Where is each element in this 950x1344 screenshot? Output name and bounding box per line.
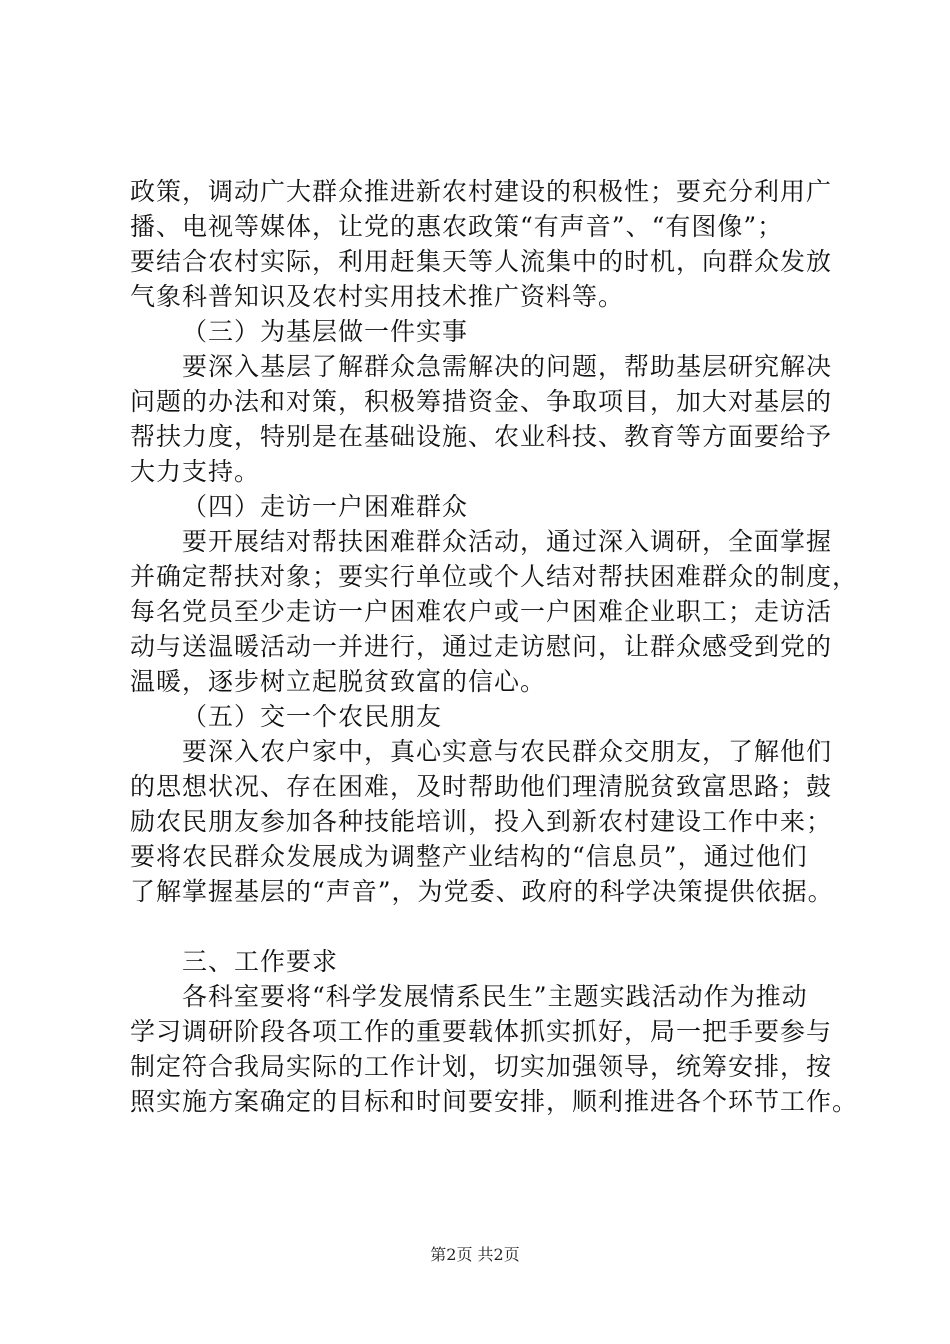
text-line: 了解掌握基层的“声音”，为党委、政府的科学决策提供依据。 (130, 877, 834, 906)
text-line: 问题的办法和对策，积极筹措资金、争取项目，加大对基层的 (130, 387, 833, 416)
page-footer: 第2页 共2页 (430, 1245, 520, 1264)
text-line: 每名党员至少走访一户困难农户或一户困难企业职工；走访活 (130, 597, 833, 626)
document-body (130, 174, 859, 1119)
text-line: 制定符合我局实际的工作计划，切实加强领导，统筹安排，按 (130, 1052, 833, 1081)
text-line: 要深入农户家中，真心实意与农民群众交朋友，了解他们 (182, 737, 833, 766)
text-line: 政策，调动广大群众推进新农村建设的积极性；要充分利用广 (130, 177, 833, 206)
text-line: 大力支持。 (130, 457, 261, 486)
blank-line (130, 909, 830, 944)
text-line: 三、工作要求 (182, 947, 339, 976)
text-line: 要将农民群众发展成为调整产业结构的“信息员”，通过他们 (130, 842, 808, 871)
text-line: 学习调研阶段各项工作的重要载体抓实抓好，局一把手要参与 (130, 1017, 833, 1046)
text-line: 气象科普知识及农村实用技术推广资料等。 (130, 282, 625, 311)
text-line: 要深入基层了解群众急需解决的问题，帮助基层研究解决 (182, 352, 833, 381)
text-line: 要开展结对帮扶困难群众活动，通过深入调研，全面掌握 (182, 527, 833, 556)
text-line: 要结合农村实际，利用赶集天等人流集中的时机，向群众发放 (130, 247, 833, 276)
text-line: 并确定帮扶对象；要实行单位或个人结对帮扶困难群众的制度， (130, 562, 859, 591)
text-line: 动与送温暖活动一并进行，通过走访慰问，让群众感受到党的 (130, 632, 833, 661)
text-line: 各科室要将“科学发展情系民生”主题实践活动作为推动 (182, 982, 808, 1011)
text-line: 帮扶力度，特别是在基础设施、农业科技、教育等方面要给予 (130, 422, 833, 451)
text-line: 照实施方案确定的目标和时间要安排，顺利推进各个环节工作。 (130, 1087, 859, 1116)
text-line: 温暖，逐步树立起脱贫致富的信心。 (130, 667, 547, 696)
text-line: 励农民朋友参加各种技能培训，投入到新农村建设工作中来； (130, 807, 833, 836)
text-line: 播、电视等媒体，让党的惠农政策“有声音”、“有图像”； (130, 212, 784, 241)
text-line: （四）走访一户困难群众 (182, 492, 469, 521)
text-line: 的思想状况、存在困难，及时帮助他们理清脱贫致富思路；鼓 (130, 772, 833, 801)
text-line: （五）交一个农民朋友 (182, 702, 443, 731)
text-line: （三）为基层做一件实事 (182, 317, 469, 346)
